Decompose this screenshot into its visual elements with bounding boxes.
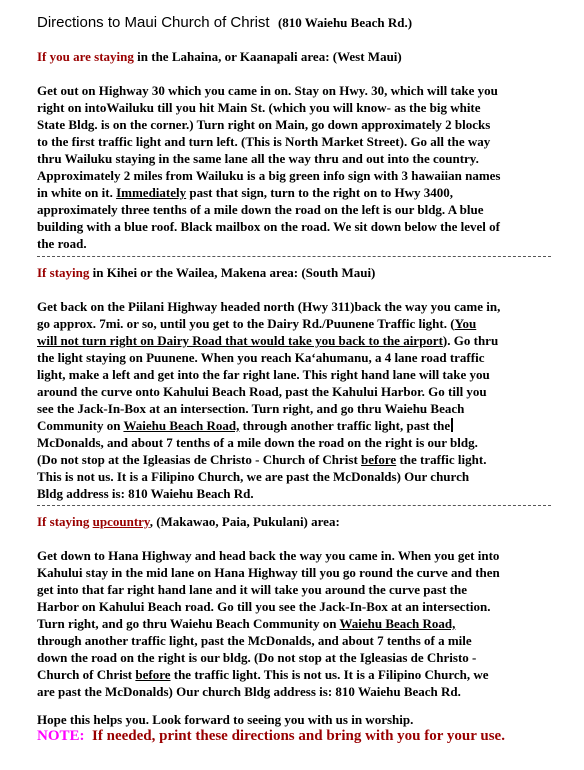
page-title [37, 14, 412, 31]
note-text: If needed, print these directions and bring with you for your use. [92, 728, 505, 744]
text-line: see the Jack-In-Box at an intersection. Turn right, and go thru Waiehu Beach [37, 401, 465, 416]
text-line: down the road on the right is our bldg. (Do not stop at the Igleasias de Christo - [37, 650, 477, 665]
heading-upcountry-highlight: If staying [37, 514, 90, 529]
heading-south-highlight: If staying [37, 265, 90, 280]
paragraph-south [37, 298, 557, 502]
underlined-text: You [454, 316, 477, 331]
text-line: to the first traffic light and turn left. (This is North Market Street). Go all the way [37, 134, 491, 149]
note [37, 728, 505, 745]
text-line: Approximately 2 miles from Wailuku is a big green info sign with 3 hawaiian names [37, 168, 501, 183]
text-line: Community on Waiehu Beach Road, through another traffic light, past the [37, 417, 557, 434]
text-line: are past the McDonalds) Our church Bldg address is: 810 Waiehu Beach Rd. [37, 684, 461, 699]
text-line: in white on it. Immediately past that sign, turn to the right on to Hwy 3400, [37, 185, 454, 200]
text-line: get into that far right hand lane and it will take you around the curve past the [37, 582, 467, 597]
section-heading-upcountry [37, 513, 340, 530]
heading-west-highlight: If you are staying [37, 49, 134, 64]
section-heading-south [37, 264, 375, 281]
text-line: building with a blue roof. Black mailbox on the road. We sit down below the level of [37, 219, 500, 234]
closing-line: Hope this helps you. Look forward to seeing you with us in worship. [37, 712, 414, 727]
note-label: NOTE: [37, 728, 85, 744]
underlined-text: before [361, 452, 397, 467]
text-line: Turn right, and go thru Waiehu Beach Community on Waiehu Beach Road, [37, 616, 456, 631]
text-cursor [451, 418, 453, 432]
text-line: around the curve onto Kahului Beach Road, past the Kahului Harbor. Go till you [37, 384, 487, 399]
text-line: Get down to Hana Highway and head back the way you came in. When you get into [37, 548, 500, 563]
underlined-text: Waiehu Beach Road, [339, 616, 456, 631]
text-line: will not turn right on Dairy Road that would take you back to the airport). Go thru [37, 333, 499, 348]
section-heading-west [37, 48, 402, 65]
text-line: State Bldg. is on the corner.) Turn right on Main, go down approximately 2 blocks [37, 117, 491, 132]
heading-west-rest: in the Lahaina, or Kaanapali area: (West Maui) [133, 49, 402, 64]
text-line: go approx. 7mi. or so, until you get to the Dairy Rd./Puunene Traffic light. (You [37, 316, 477, 331]
divider [37, 256, 551, 257]
text-line: Harbor on Kahului Beach road. Go till you see the Jack-In-Box at an intersection. [37, 599, 491, 614]
heading-south-rest: in Kihei or the Wailea, Makena area: (South Maui) [89, 265, 376, 280]
underlined-text: will not turn right on Dairy Road that would take you back to the airport [37, 333, 443, 348]
title-address: (810 Waiehu Beach Rd.) [277, 15, 413, 30]
text-line: right on intoWailuku till you hit Main St. (which you will know- as the big white [37, 100, 481, 115]
text-line: approximately three tenths of a mile down the road on the left is our bldg. A blue [37, 202, 484, 217]
text-line: the light staying on Puunene. When you reach Ka‘ahumanu, a 4 lane road traffic [37, 350, 485, 365]
text-line: light, make a left and get into the far right lane. This right hand lane will take you [37, 367, 490, 382]
title-main: Directions to Maui Church of Christ [37, 14, 270, 31]
text-line: Church of Christ before the traffic light. This is not us. It is a Filipino Church, we [37, 667, 489, 682]
text-line: Kahului stay in the mid lane on Hana Highway till you go round the curve and then [37, 565, 500, 580]
heading-upcountry-rest: , (Makawao, Paia, Pukulani) area: [149, 514, 340, 529]
underlined-text: Waiehu Beach Road, [123, 418, 240, 433]
heading-upcountry-area: upcountry [92, 514, 150, 529]
paragraph-upcountry [37, 547, 557, 700]
text-line: Get out on Highway 30 which you came in on. Stay on Hwy. 30, which will take you [37, 83, 498, 98]
text-line: (Do not stop at the Igleasias de Christo - Church of Christ before the traffic light. [37, 452, 487, 467]
text-line: This is not us. It is a Filipino Church, we are past the McDonalds) Our church [37, 469, 470, 484]
text-line: through another traffic light, past the McDonalds, and about 7 tenths of a mile [37, 633, 472, 648]
paragraph-west [37, 82, 557, 252]
text-line: Bldg address is: 810 Waiehu Beach Rd. [37, 486, 254, 501]
underlined-text: before [135, 667, 171, 682]
text-line: McDonalds, and about 7 tenths of a mile down the road on the right is our bldg. [37, 435, 478, 450]
text-line: the road. [37, 236, 87, 251]
text-line: thru Wailuku staying in the same lane all the way thru and out into the country. [37, 151, 479, 166]
divider [37, 505, 551, 506]
underlined-text: Immediately [116, 185, 187, 200]
text-line: Get back on the Piilani Highway headed north (Hwy 311)back the way you came in, [37, 299, 501, 314]
